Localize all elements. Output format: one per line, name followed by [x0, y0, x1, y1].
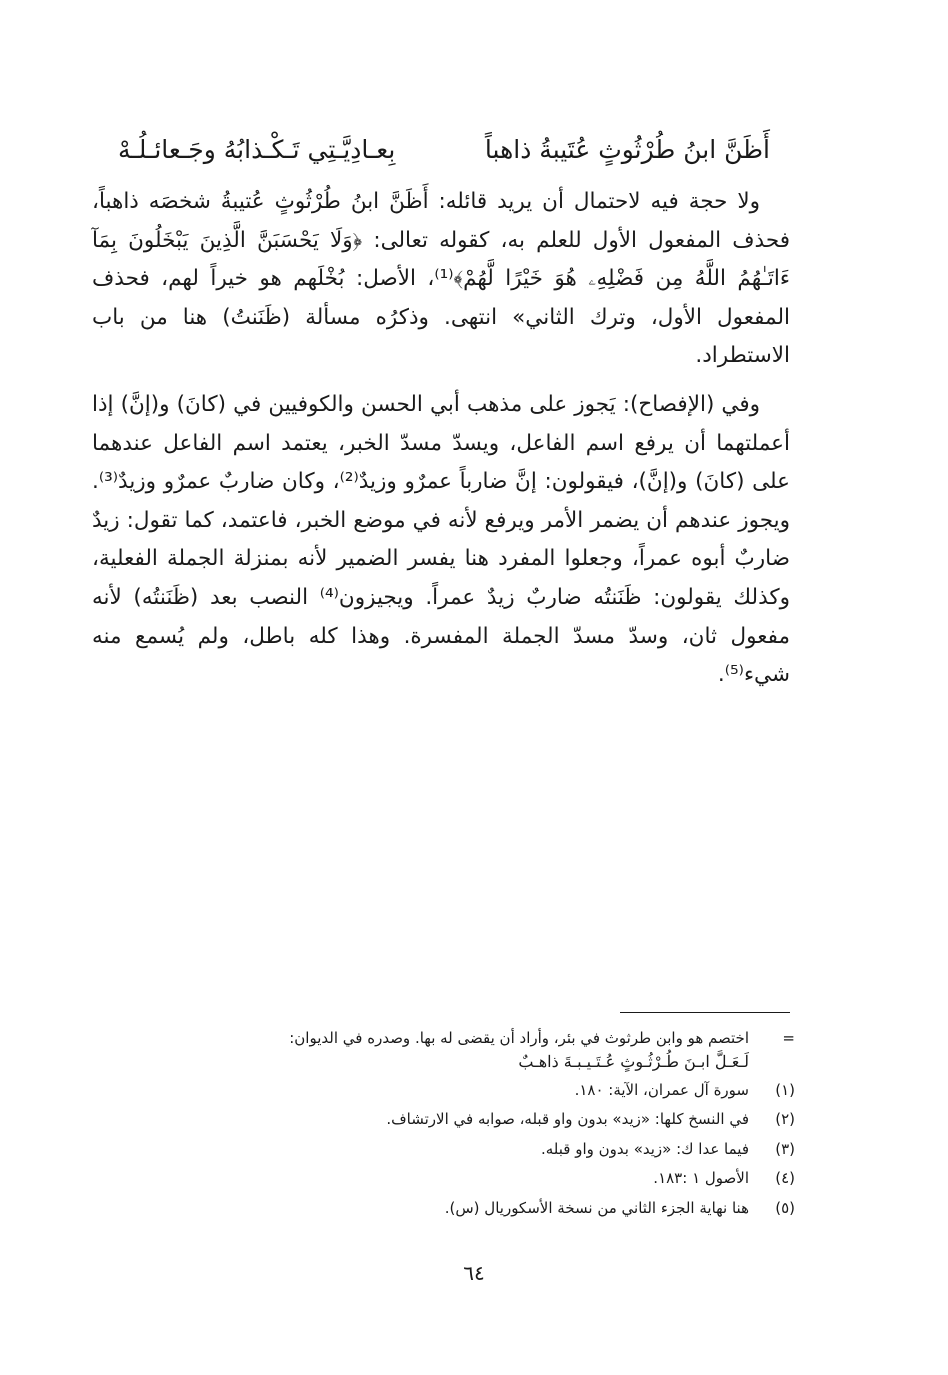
- verse-second-hemistich: بِعـادِيَّـتِي تَـكْـذابُهُ وجَـعائـلُـهْ: [118, 135, 396, 164]
- footnote-text: هنا نهاية الجزء الثاني من نسخة الأسكوريال (س).: [444, 1198, 749, 1217]
- footnote-item: [150, 1164, 795, 1194]
- verse-first-hemistich: أَظَنَّ ابنُ طُرْثُوثٍ عُتَيبةُ ذاهباً: [484, 135, 770, 164]
- poem-verse: [118, 128, 770, 172]
- footnote-item: [150, 1105, 795, 1135]
- paragraph: ولا حجة فيه لاحتمال أن يريد قائله: أَظَنَّ ابنُ طُرْثُوثٍ عُتيبةُ شخصَه ذاهباً، فحذف المفعول الأول للعلم به، كقوله تعالى: ﴿وَلَا يَحْسَبَنَّ الَّذِينَ يَبْخَلُونَ بِمَآ ءَاتَـٰهُمُ اللَّهُ مِن فَضْلِهِۦ هُوَ خَيْرًا لَّهُمْ﴾⁽¹⁾، الأصل: بُخْلَهم هو خيراً لهم، فحذف المفعول الأول، وترك الثاني» انتهى. وذكرُه مسألة (ظَنَنتُ) هنا من باب الاستطراد.: [92, 189, 790, 369]
- footnote-marker: (٤): [775, 1169, 795, 1187]
- footnote-text: اختصم هو وابن طرثوث في بئر، وأراد أن يقضى له بها. وصدره في الديوان:: [289, 1029, 749, 1047]
- main-text: [92, 183, 790, 695]
- paragraph: وفي (الإفصاح): يَجوز على مذهب أبي الحسن والكوفيين في (كانَ) و(إنَّ) إذا أعملتهما أن يرفع اسم الفاعل، ويسدّ مسدّ الخبر، يعتمد اسم الفاعل عندهما على (كانَ) و(إنَّ)، فيقولون: إنَّ ضارباً عمرٌو وزيدٌ⁽²⁾، وكان ضاربٌ عمرٌو وزيدٌ⁽³⁾. ويجوز عندهم أن يضمر الأمر ويرفع لأنه في موضع الخبر، فاعتمد، كما تقول: زيدٌ ضاربٌ أبوه عمراً، وجعلوا المفرد هنا يفسر الضمير لأنه بمنزلة الجملة الفعلية، وكذلك يقولون: ظَنَنتُه ضاربٌ زيدٌ عمراً. ويجيزون⁽⁴⁾ النصب بعد (ظَنَنتُه) لأنه مفعول ثان، وسدّ مسدّ الجملة المفسرة. وهذا كله باطل، ولم يُسمع منه شيء⁽⁵⁾.: [92, 391, 790, 688]
- footnote-text: سورة آل عمران، الآية: ١٨٠.: [574, 1080, 749, 1099]
- page-number: ٦٤: [463, 1261, 485, 1285]
- footnote-text: فيما عدا ك: «زيد» بدون واو قبله.: [540, 1139, 749, 1158]
- footnote-item: [150, 1194, 795, 1224]
- footnote-item: [150, 1135, 795, 1165]
- footnote-marker: =: [782, 1029, 795, 1047]
- footnote-separator: [620, 1012, 790, 1013]
- footnote-item: [150, 1076, 795, 1106]
- footnote-marker: (٣): [775, 1139, 795, 1158]
- footnote-marker: (٢): [775, 1110, 795, 1128]
- footnotes: [150, 1024, 795, 1223]
- footnote-text: في النسخ كلها: «زيد» بدون واو قبله، صوابه في الارتشاف.: [386, 1110, 749, 1128]
- footnote-text: الأصول ١ :١٨٣.: [653, 1169, 749, 1187]
- footnote-marker: (١): [775, 1080, 795, 1099]
- footnote-marker: (٥): [775, 1198, 795, 1217]
- footnote-verse: لَـعَـلَّ ابـنَ طُـرْثُـوثٍ عُـتَـيـبـةَ ذاهـبٌ: [518, 1051, 749, 1071]
